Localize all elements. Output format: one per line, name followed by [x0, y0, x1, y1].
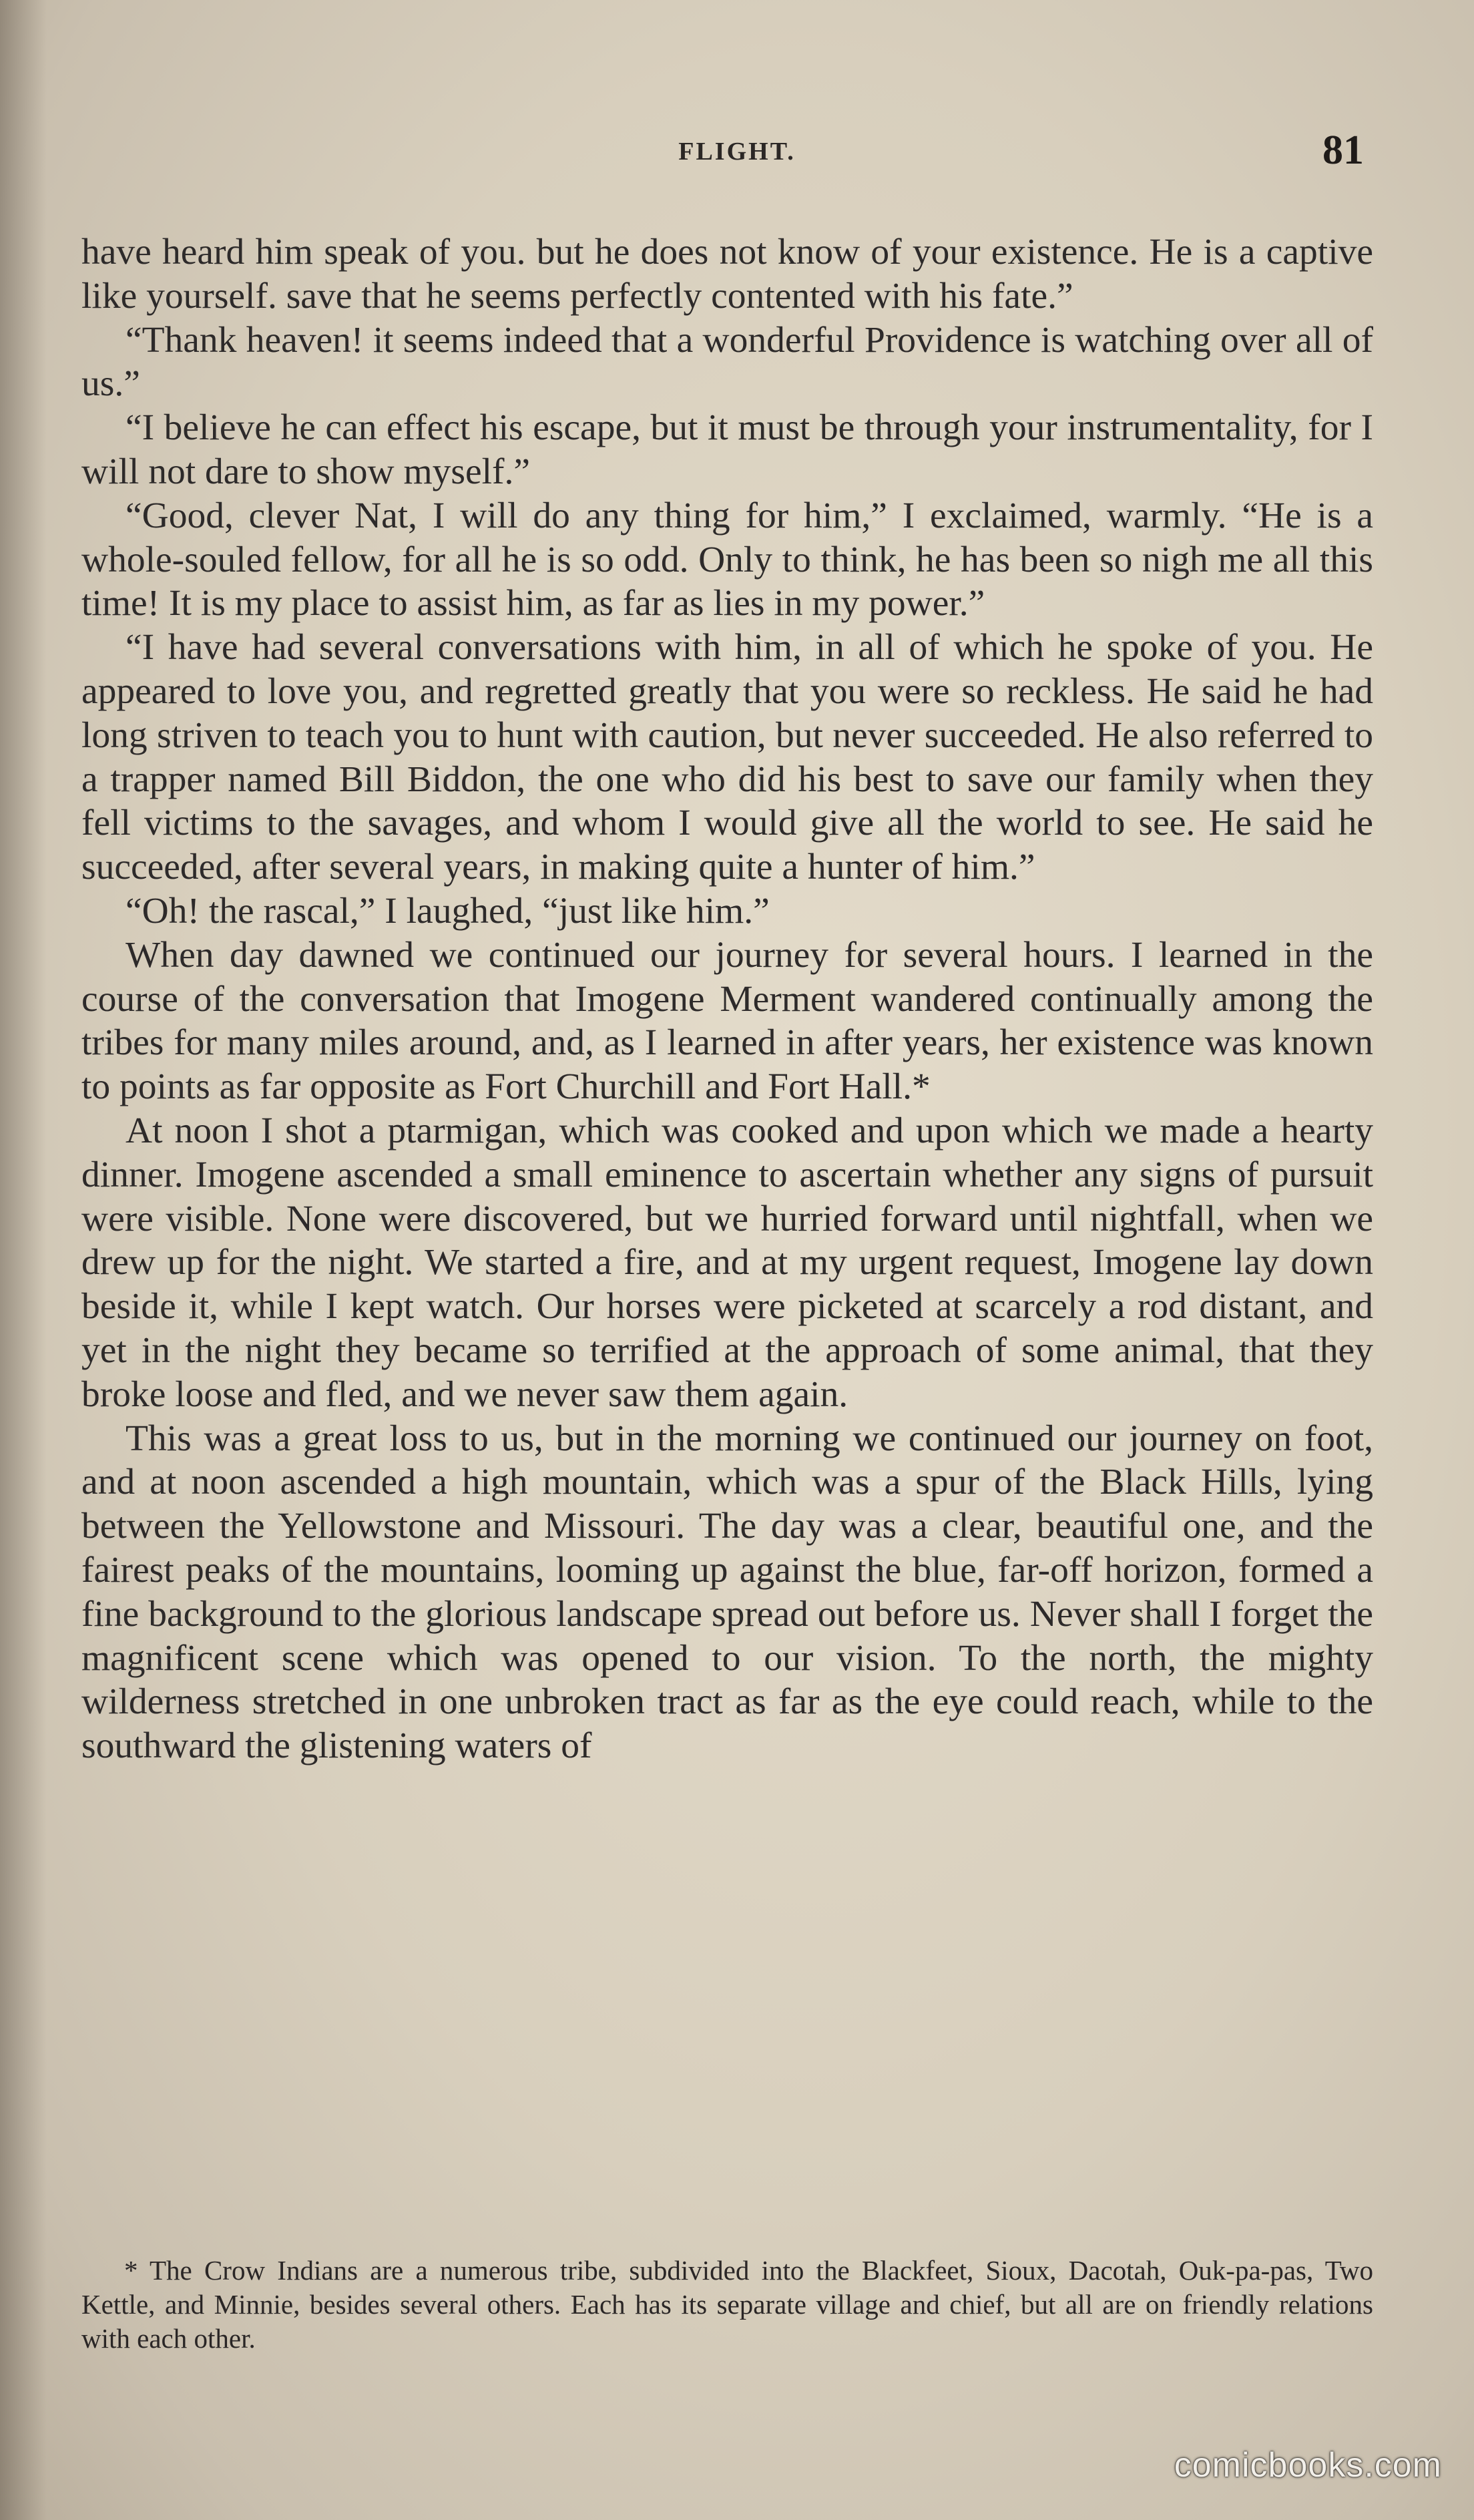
- paragraph: This was a great loss to us, but in the morning we continued our journey on foot, and at noon ascended a high mountain, which was a spur of the Black Hills, lying between the Yellowstone and Missouri. The day was a clear, beautiful one, and the fairest peaks of the mountains, looming up against the blue, far-off horizon, formed a fine background to the glorious landscape spread out before us. Never shall I forget the magnificent scene which was opened to our vision. To the north, the mighty wilderness stretched in one unbroken tract as far as the eye could reach, while to the southward the glistening waters of: [81, 1418, 1373, 1767]
- running-head: FLIGHT.: [678, 138, 796, 166]
- site-watermark: comicbooks.com: [1174, 2446, 1442, 2485]
- paragraph: have heard him speak of you. but he does not know of your existence. He is a captive like yourself. save that he seems perfectly contented with his fate.”: [81, 232, 1373, 317]
- paragraph: “I believe he can effect his escape, but it must be through your instrumentality, for I will not dare to show myself.”: [81, 407, 1373, 492]
- paragraph: “Thank heaven! it seems indeed that a wonderful Providence is watching over all of us.”: [81, 319, 1373, 405]
- body-text: [81, 230, 1373, 1768]
- paragraph: At noon I shot a ptarmigan, which was cooked and upon which we made a hearty dinner. Imogene ascended a small eminence to ascertain whether any signs of pursuit were visible. None were discovered, but we hurried forward until nightfall, when we drew up for the night. We started a fire, and at my urgent request, Imogene lay down beside it, while I kept watch. Our horses were picketed at scarcely a rod distant, and yet in the night they became so terrified at the approach of some animal, that they broke loose and fled, and we never saw them again.: [81, 1110, 1373, 1415]
- paragraph: “Oh! the rascal,” I laughed, “just like him.”: [126, 890, 770, 931]
- page-number: 81: [1322, 128, 1364, 173]
- footnote: [81, 2254, 1373, 2356]
- paragraph: “Good, clever Nat, I will do any thing for him,” I exclaimed, warmly. “He is a whole-souled fellow, for all he is so odd. Only to think, he has been so nigh me all this time! It is my place to assist him, as far as lies in my power.”: [81, 495, 1373, 624]
- page-edge-shadow: [0, 0, 47, 2520]
- paragraph: When day dawned we continued our journey for several hours. I learned in the course of the conversation that Imogene Merment wandered continually among the tribes for many miles around, and, as I learned in after years, her existence was known to points as far opposite as Fort Churchill and Fort Hall.*: [81, 934, 1373, 1108]
- footnote-text: * The Crow Indians are a numerous tribe, subdivided into the Blackfeet, Sioux, Dacotah, Ouk-pa-pas, Two Kettle, and Minnie, besides several others. Each has its separate village and chief, but all are on friendly relations with each other.: [81, 2255, 1373, 2354]
- paragraph: “I have had several conversations with him, in all of which he spoke of you. He appeared to love you, and regretted greatly that you were so reckless. He said he had long striven to teach you to hunt with caution, but never succeeded. He also referred to a trapper named Bill Biddon, the one who did his best to save our family when they fell victims to the savages, and whom I would give all the world to see. He said he succeeded, after several years, in making quite a hunter of him.”: [81, 627, 1373, 888]
